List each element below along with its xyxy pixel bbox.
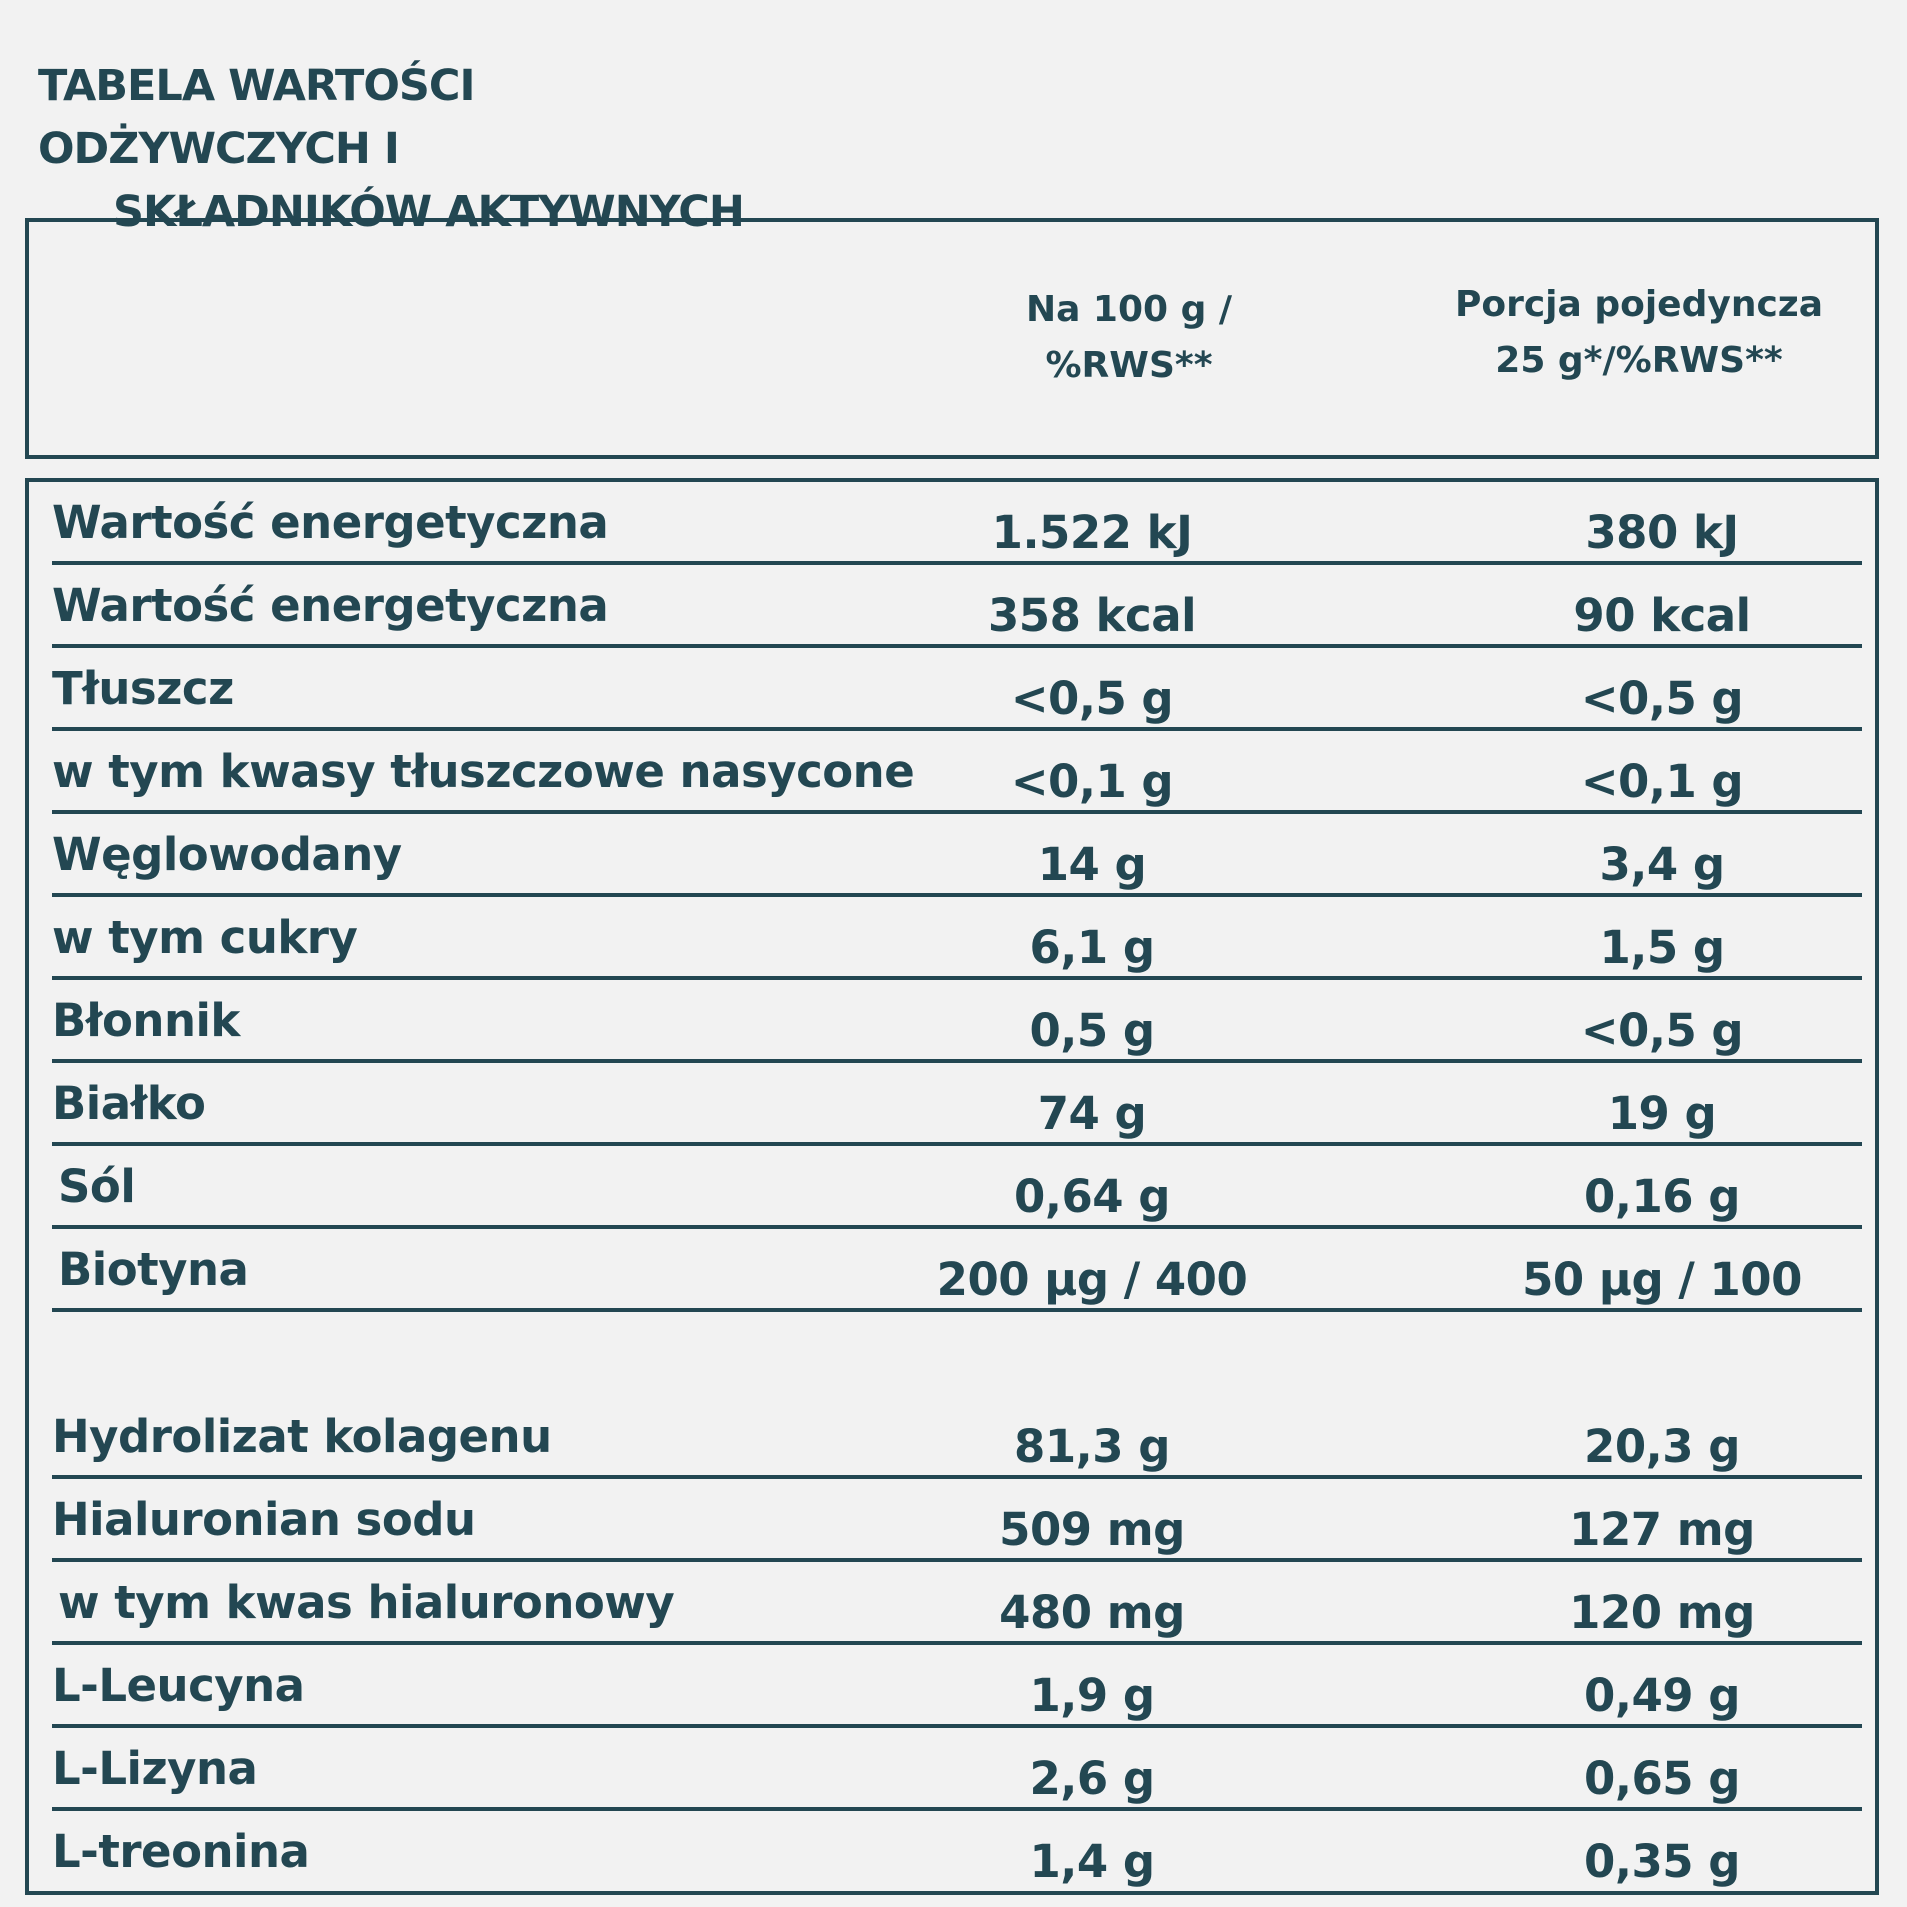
value-per-100g: 480 mg: [999, 1586, 1185, 1639]
column-header-portion-line2: 25 g*/%RWS**: [1495, 340, 1783, 381]
value-portion: 90 kcal: [1573, 589, 1751, 642]
row-label: L-Lizyna: [52, 1742, 258, 1795]
value-per-100g: 1.522 kJ: [991, 506, 1193, 559]
row-label: Błonnik: [52, 994, 240, 1047]
title-line-2: SKŁADNIKÓW AKTYWNYCH: [113, 187, 744, 237]
value-per-100g: 509 mg: [999, 1503, 1185, 1556]
row-label: Białko: [52, 1077, 206, 1130]
table-row: [52, 1063, 1862, 1146]
row-label: Hialuronian sodu: [52, 1493, 476, 1546]
table-row: [52, 1811, 1862, 1894]
table-row: [52, 1645, 1862, 1728]
value-portion: 1,5 g: [1599, 921, 1725, 974]
value-portion: 127 mg: [1569, 1503, 1755, 1556]
title-line-1: TABELA WARTOŚCI ODŻYWCZYCH I: [38, 61, 475, 174]
value-portion: 120 mg: [1569, 1586, 1755, 1639]
value-per-100g: 1,4 g: [1029, 1835, 1155, 1888]
value-portion: 0,65 g: [1584, 1752, 1740, 1805]
value-per-100g: 74 g: [1037, 1087, 1147, 1140]
value-portion: 19 g: [1607, 1087, 1717, 1140]
value-per-100g: 14 g: [1037, 838, 1147, 891]
table-row: [52, 1146, 1862, 1229]
table-row: [52, 1479, 1862, 1562]
value-portion: 0,49 g: [1584, 1669, 1740, 1722]
row-label: Wartość energetyczna: [52, 579, 609, 632]
table-row: [52, 980, 1862, 1063]
table-row: [52, 1728, 1862, 1811]
table-row: [52, 897, 1862, 980]
row-label: Tłuszcz: [52, 662, 234, 715]
table-body: [25, 478, 1879, 1895]
column-header-per-100g-line1: Na 100 g /: [1025, 289, 1233, 330]
value-portion: 20,3 g: [1584, 1420, 1740, 1473]
value-portion: <0,1 g: [1580, 755, 1744, 808]
value-per-100g: <0,5 g: [1010, 672, 1174, 725]
column-header-per-100g: [939, 282, 1319, 394]
value-per-100g: 0,5 g: [1029, 1004, 1155, 1057]
row-label: L-Leucyna: [52, 1659, 305, 1712]
value-per-100g: <0,1 g: [1010, 755, 1174, 808]
row-label: Hydrolizat kolagenu: [52, 1410, 552, 1463]
value-portion: <0,5 g: [1580, 1004, 1744, 1057]
table-row: [52, 648, 1862, 731]
page-title: [38, 55, 798, 244]
value-per-100g: 200 µg / 400: [936, 1253, 1248, 1306]
value-portion: <0,5 g: [1580, 672, 1744, 725]
value-portion: 0,35 g: [1584, 1835, 1740, 1888]
table-row: [52, 482, 1862, 565]
table-header: [25, 218, 1879, 459]
table-row: [52, 1396, 1862, 1479]
value-portion: 3,4 g: [1599, 838, 1725, 891]
column-header-portion-line1: Porcja pojedyncza: [1454, 284, 1824, 325]
row-label: Węglowodany: [52, 828, 402, 881]
row-label: Biotyna: [58, 1243, 249, 1296]
value-portion: 50 µg / 100: [1522, 1253, 1802, 1306]
value-portion: 380 kJ: [1585, 506, 1739, 559]
value-per-100g: 1,9 g: [1029, 1669, 1155, 1722]
table-row: [52, 814, 1862, 897]
row-label: w tym kwasy tłuszczowe nasycone: [52, 745, 915, 798]
table-row: [52, 1562, 1862, 1645]
row-label: Wartość energetyczna: [52, 496, 609, 549]
table-row: [52, 731, 1862, 814]
value-per-100g: 358 kcal: [988, 589, 1196, 642]
row-label: w tym cukry: [52, 911, 358, 964]
row-label: L-treonina: [52, 1825, 310, 1878]
column-header-per-100g-line2: %RWS**: [1045, 345, 1213, 386]
table-row: [52, 1229, 1862, 1312]
row-label: Sól: [58, 1160, 136, 1213]
row-label: w tym kwas hialuronowy: [58, 1576, 675, 1629]
value-per-100g: 81,3 g: [1014, 1420, 1170, 1473]
value-portion: 0,16 g: [1584, 1170, 1740, 1223]
value-per-100g: 6,1 g: [1029, 921, 1155, 974]
value-per-100g: 2,6 g: [1029, 1752, 1155, 1805]
column-header-portion: [1429, 277, 1849, 389]
table-row: [52, 565, 1862, 648]
value-per-100g: 0,64 g: [1014, 1170, 1170, 1223]
